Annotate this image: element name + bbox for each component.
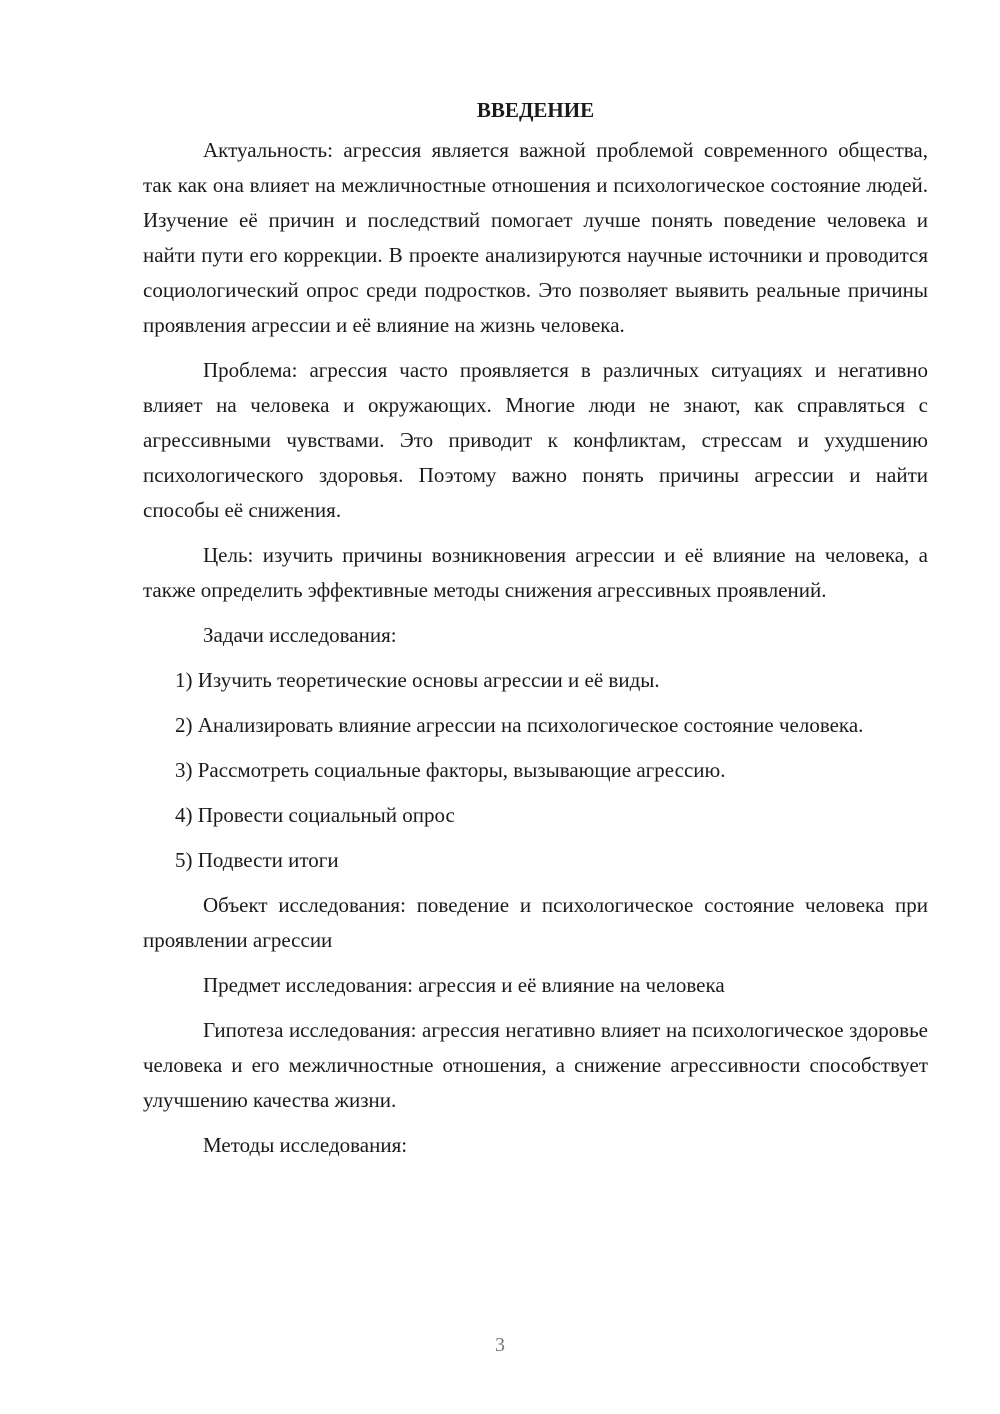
section-title: ВВЕДЕНИЕ (476, 98, 595, 122)
task-item: 1) Изучить теоретические основы агрессии и её виды. (175, 668, 660, 692)
problem-paragraph: Проблема: агрессия часто проявляется в различных ситуациях и негативно влияет на человека и окружающих. Многие люди не знают, как справляться с агрессивными чувствами. Это приводит к конфликтам, стрессам и ухудшению психологического здоровья. Поэтому важно понять причины агрессии и найти способы её снижения. (143, 358, 928, 522)
hypothesis-paragraph: Гипотеза исследования: агрессия негативно влияет на психологическое здоровье человека и его межличностные отношения, а снижение агрессивности способствует улучшению качества жизни. (143, 1018, 928, 1112)
relevance-paragraph: Актуальность: агрессия является важной проблемой современного общества, так как она влияет на межличностные отношения и психологическое состояние людей. Изучение её причин и последствий помогает лучше понять поведение человека и найти пути его коррекции. В проекте анализируются научные источники и проводится социологический опрос среди подростков. Это позволяет выявить реальные причины проявления агрессии и её влияние на жизнь человека. (143, 138, 928, 337)
task-item: 5) Подвести итоги (175, 848, 339, 872)
methods-heading: Методы исследования: (203, 1133, 408, 1157)
subject-paragraph: Предмет исследования: агрессия и её влияние на человека (203, 973, 725, 997)
task-item: 2) Анализировать влияние агрессии на психологическое состояние человека. (175, 713, 864, 737)
object-paragraph: Объект исследования: поведение и психологическое состояние человека при проявлении агрессии (143, 893, 928, 952)
goal-paragraph: Цель: изучить причины возникновения агрессии и её влияние на человека, а также определить эффективные методы снижения агрессивных проявлений. (143, 543, 928, 602)
page-number: 3 (495, 1334, 505, 1356)
task-item: 3) Рассмотреть социальные факторы, вызывающие агрессию. (175, 758, 726, 782)
page-content (143, 93, 928, 1163)
tasks-heading: Задачи исследования: (203, 623, 397, 647)
task-item: 4) Провести социальный опрос (175, 803, 455, 827)
